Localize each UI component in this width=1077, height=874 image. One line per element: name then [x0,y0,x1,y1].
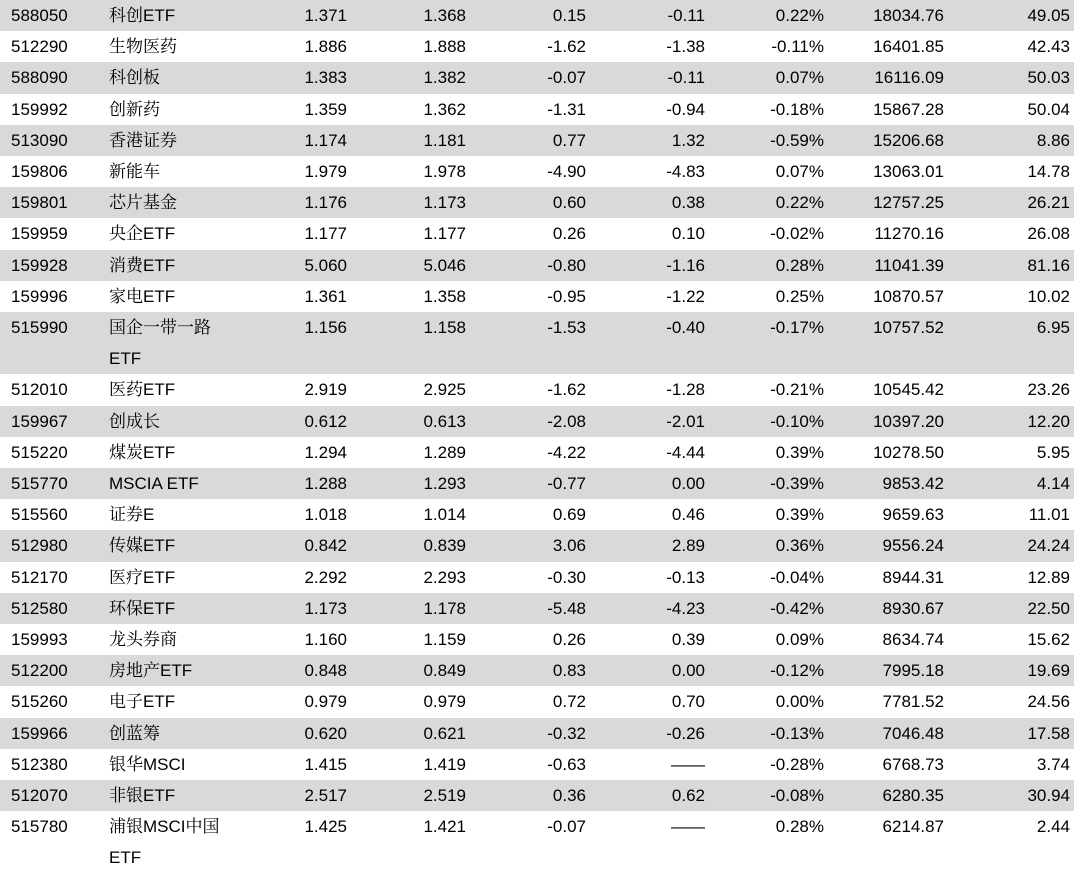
cell-value-3: -4.22 [547,442,586,462]
cell-value-7: 5.95 [1036,442,1070,462]
cell-value-3: 0.72 [552,692,586,712]
table-row [0,156,1074,187]
cell-value-6: 10278.50 [873,442,944,462]
cell-value-7: 14.78 [1027,162,1070,182]
cell-value-5: 0.09% [775,630,824,650]
cell-value-4: 0.62 [586,780,705,811]
cell-value-2: 1.014 [423,505,466,525]
cell-code: 159801 [0,187,109,218]
cell-code: 588050 [0,0,109,31]
cell-value-4: -0.11 [586,0,705,31]
cell-value-2: 0.613 [347,406,466,437]
cell-value-3: -1.62 [547,380,586,400]
cell-value-6: 6768.73 [882,754,944,774]
cell-name: 龙头券商 [109,630,177,650]
cell-value-5: -0.10% [705,406,824,437]
cell-code: 513090 [0,125,109,156]
cell-value-1: 1.176 [229,187,347,218]
cell-value-6: 10870.57 [873,286,944,306]
table-row [0,749,1074,780]
cell-value-6: 8930.67 [824,593,944,624]
cell-value-7: 26.21 [944,187,1074,218]
cell-value-2: 1.362 [423,99,466,119]
cell-value-6: 7046.48 [824,718,944,749]
cell-value-6: 7995.18 [824,655,944,686]
cell-code: 588090 [0,62,109,93]
cell-value-5: 0.07% [775,162,824,182]
cell-code: 512070 [0,780,109,811]
cell-value-5: 0.22% [705,0,824,31]
cell-value-4: -4.44 [666,442,705,462]
cell-code: 159928 [0,250,109,281]
cell-value-6: 18034.76 [824,0,944,31]
cell-value-4: -4.23 [586,593,705,624]
cell-value-6: 10757.52 [824,312,944,374]
cell-value-4: 1.32 [586,125,705,156]
table-row [0,0,1074,31]
cell-value-5: -0.21% [770,380,824,400]
cell-value-1: 1.361 [304,286,347,306]
table-row [0,94,1074,125]
table-row [0,780,1074,811]
cell-value-5: -0.17% [705,312,824,374]
cell-value-5: 0.39% [775,442,824,462]
cell-value-7: 8.86 [944,125,1074,156]
cell-value-2: 1.289 [423,442,466,462]
cell-value-5: -0.12% [705,655,824,686]
cell-value-5: -0.11% [771,37,824,57]
cell-value-3: 0.60 [466,187,586,218]
cell-value-2: 1.177 [423,224,466,244]
cell-value-6: 16116.09 [824,62,944,93]
cell-name: 芯片基金 [109,187,229,218]
cell-value-7: 10.02 [1027,286,1070,306]
cell-value-4: 0.70 [671,692,705,712]
cell-value-7: 30.94 [944,780,1074,811]
cell-code: 512170 [11,567,68,587]
cell-value-2: 1.181 [347,125,466,156]
cell-value-2: 1.421 [423,817,466,837]
cell-value-1: 1.173 [229,593,347,624]
cell-value-4: -2.01 [586,406,705,437]
cell-code: 159966 [0,718,109,749]
cell-value-4: -0.94 [666,99,705,119]
cell-value-6: 13063.01 [873,162,944,182]
cell-value-1: 1.359 [304,99,347,119]
cell-value-2: 1.293 [347,468,466,499]
cell-name [109,811,229,873]
cell-value-2: 2.519 [347,780,466,811]
cell-value-2: 0.839 [347,530,466,561]
cell-code: 512290 [11,37,68,57]
cell-name: 消费ETF [109,250,229,281]
cell-code: 512380 [11,754,68,774]
cell-value-3: -1.31 [547,99,586,119]
cell-value-4: —— [671,754,705,774]
cell-value-3: 0.77 [466,125,586,156]
cell-value-7: 17.58 [944,718,1074,749]
cell-value-3: 0.36 [466,780,586,811]
cell-value-2: 1.382 [347,62,466,93]
cell-value-5: -0.39% [705,468,824,499]
cell-value-2: 1.159 [423,630,466,650]
cell-value-5: -0.42% [705,593,824,624]
cell-value-7: 19.69 [944,655,1074,686]
cell-value-7: 12.89 [1027,567,1070,587]
cell-value-3: -0.80 [466,250,586,281]
cell-value-2: 0.849 [347,655,466,686]
table-row [0,125,1074,156]
cell-value-1: 1.294 [304,442,347,462]
cell-name: 房地产ETF [109,655,229,686]
cell-value-3: -2.08 [466,406,586,437]
cell-code: 159992 [11,99,68,119]
cell-name: 医药ETF [109,380,176,400]
table-row [0,62,1074,93]
cell-value-4: 0.10 [671,224,705,244]
cell-value-1: 1.156 [229,312,347,374]
cell-value-4: -4.83 [666,162,705,182]
cell-value-6: 9853.42 [824,468,944,499]
cell-value-5: 0.25% [775,286,824,306]
cell-name: 煤炭ETF [109,442,176,462]
cell-value-1: 2.292 [304,567,347,587]
table-row [0,686,1074,717]
cell-value-7: 24.56 [1027,692,1070,712]
cell-value-1: 0.848 [229,655,347,686]
cell-value-3: 0.69 [552,505,586,525]
cell-value-2: 2.293 [423,567,466,587]
cell-code: 159959 [11,224,68,244]
cell-value-7: 2.44 [1036,817,1070,837]
cell-value-3: -0.30 [547,567,586,587]
cell-value-4: -0.40 [586,312,705,374]
cell-value-4: 0.46 [671,505,705,525]
cell-value-1: 2.517 [229,780,347,811]
cell-value-3: -0.07 [547,817,586,837]
cell-code: 515770 [0,468,109,499]
cell-value-5: 0.39% [775,505,824,525]
table-row [0,468,1074,499]
cell-value-6: 9659.63 [882,505,944,525]
cell-value-5: 0.22% [705,187,824,218]
cell-code: 515260 [11,692,68,712]
cell-value-4: 0.39 [671,630,705,650]
table-row [0,624,1074,655]
cell-name: 非银ETF [109,780,229,811]
cell-code: 512200 [0,655,109,686]
cell-value-3: -0.95 [547,286,586,306]
cell-code: 512980 [0,530,109,561]
cell-value-7: 49.05 [944,0,1074,31]
cell-value-2: 1.358 [423,286,466,306]
cell-value-2: 1.368 [347,0,466,31]
cell-value-2: 1.158 [347,312,466,374]
cell-value-3: 0.83 [466,655,586,686]
cell-value-6: 7781.52 [882,692,944,712]
cell-value-1: 2.919 [304,380,347,400]
cell-value-6: 10545.42 [873,380,944,400]
cell-value-7: 23.26 [1027,380,1070,400]
cell-value-1: 1.886 [304,37,347,57]
cell-value-2: 0.979 [423,692,466,712]
cell-value-6: 6214.87 [882,817,944,837]
cell-value-1: 1.979 [304,162,347,182]
cell-name: 银华MSCI [109,754,186,774]
cell-value-7: 12.20 [944,406,1074,437]
cell-value-4: -1.38 [666,37,705,57]
cell-value-7: 11.01 [1028,505,1070,525]
cell-value-4: —— [671,817,705,837]
cell-value-4: 0.00 [586,655,705,686]
cell-value-4: 2.89 [586,530,705,561]
cell-value-6: 15867.28 [873,99,944,119]
cell-name: 家电ETF [109,286,176,306]
table-row [0,530,1074,561]
table-row [0,593,1074,624]
table-row [0,718,1074,749]
cell-value-3: 0.15 [466,0,586,31]
cell-value-3: -1.62 [547,37,586,57]
table-row [0,406,1074,437]
cell-code: 159806 [11,162,68,182]
cell-value-7: 3.74 [1036,754,1070,774]
cell-name: 创新药 [109,99,160,119]
cell-value-5: -0.04% [770,567,824,587]
cell-name: 环保ETF [109,593,229,624]
cell-value-4: 0.38 [586,187,705,218]
table-row [0,655,1074,686]
cell-value-4: -1.16 [586,250,705,281]
cell-code: 159967 [0,406,109,437]
cell-name: 央企ETF [109,224,176,244]
cell-value-2: 5.046 [347,250,466,281]
cell-value-1: 0.979 [304,692,347,712]
cell-name-text: 国企一带一路 ETF [109,318,211,369]
table-row [0,312,1074,374]
cell-value-1: 0.842 [229,530,347,561]
cell-value-2: 2.925 [423,380,466,400]
table-row [0,499,1074,530]
cell-value-3: -4.90 [547,162,586,182]
cell-value-7: 50.04 [1027,99,1070,119]
cell-value-6: 15206.68 [824,125,944,156]
cell-value-7: 15.62 [1027,630,1070,650]
cell-value-7: 81.16 [944,250,1074,281]
cell-value-1: 1.288 [229,468,347,499]
cell-value-4: -0.13 [666,567,705,587]
cell-value-5: 0.00% [775,692,824,712]
cell-value-1: 1.425 [304,817,347,837]
cell-value-2: 1.178 [347,593,466,624]
cell-value-6: 8634.74 [882,630,944,650]
cell-value-4: -1.28 [666,380,705,400]
cell-value-4: 0.00 [586,468,705,499]
cell-value-1: 1.177 [304,224,347,244]
cell-value-1: 0.620 [229,718,347,749]
cell-value-2: 1.173 [347,187,466,218]
cell-code: 159993 [11,630,68,650]
cell-value-3: -1.53 [466,312,586,374]
cell-name: 医疗ETF [109,567,176,587]
cell-name: MSCIA ETF [109,468,229,499]
cell-value-5: 0.28% [705,250,824,281]
cell-name: 证券E [109,505,155,525]
cell-value-6: 10397.20 [824,406,944,437]
cell-value-7: 50.03 [944,62,1074,93]
cell-value-4: -0.11 [586,62,705,93]
cell-name: 新能车 [109,162,160,182]
table-row [0,187,1074,218]
cell-value-2: 1.419 [423,754,466,774]
cell-name: 创成长 [109,406,229,437]
cell-code: 512010 [11,380,68,400]
cell-value-3: -0.77 [466,468,586,499]
table-row [0,281,1074,312]
cell-value-7: 6.95 [944,312,1074,374]
cell-code: 515780 [11,817,68,837]
table-row [0,250,1074,281]
cell-value-7: 24.24 [944,530,1074,561]
cell-name [109,312,229,374]
cell-value-5: -0.08% [705,780,824,811]
cell-name: 传媒ETF [109,530,229,561]
cell-value-5: 0.07% [705,62,824,93]
table-row [0,31,1074,62]
cell-value-5: -0.28% [770,754,824,774]
cell-value-6: 16401.85 [873,37,944,57]
cell-value-6: 8944.31 [882,567,944,587]
cell-value-3: 0.26 [552,224,586,244]
cell-value-6: 11270.16 [874,224,944,244]
table-row [0,562,1074,593]
cell-value-7: 22.50 [944,593,1074,624]
cell-value-7: 26.08 [1027,224,1070,244]
cell-value-1: 1.160 [304,630,347,650]
cell-code: 512580 [0,593,109,624]
cell-code: 515220 [11,442,68,462]
table-row [0,374,1074,405]
cell-value-2: 0.621 [347,718,466,749]
cell-value-5: -0.59% [705,125,824,156]
cell-name: 电子ETF [109,692,176,712]
cell-value-3: 3.06 [466,530,586,561]
cell-value-3: -0.07 [466,62,586,93]
cell-value-6: 6280.35 [824,780,944,811]
cell-value-3: -5.48 [466,593,586,624]
cell-value-5: -0.02% [770,224,824,244]
cell-value-6: 12757.25 [824,187,944,218]
cell-name-text: 浦银MSCI中国 ETF [109,817,220,868]
cell-value-3: -0.63 [547,754,586,774]
cell-value-4: -1.22 [666,286,705,306]
cell-value-7: 4.14 [944,468,1074,499]
cell-name: 科创ETF [109,0,229,31]
cell-value-1: 1.415 [304,754,347,774]
cell-value-2: 1.888 [423,37,466,57]
table-row [0,811,1074,873]
cell-value-6: 9556.24 [824,530,944,561]
table-row [0,437,1074,468]
cell-value-3: -0.32 [466,718,586,749]
cell-name: 香港证券 [109,125,229,156]
cell-value-1: 1.371 [229,0,347,31]
cell-value-1: 0.612 [229,406,347,437]
cell-name: 生物医药 [109,37,177,57]
cell-value-1: 5.060 [229,250,347,281]
cell-value-1: 1.383 [229,62,347,93]
cell-value-5: 0.28% [775,817,824,837]
cell-value-6: 11041.39 [824,250,944,281]
table-row [0,218,1074,249]
cell-value-4: -0.26 [586,718,705,749]
cell-name: 创蓝筹 [109,718,229,749]
cell-value-1: 1.018 [304,505,347,525]
cell-value-5: -0.18% [770,99,824,119]
cell-value-7: 42.43 [1027,37,1070,57]
cell-value-2: 1.978 [423,162,466,182]
cell-code: 159996 [11,286,68,306]
cell-value-5: -0.13% [705,718,824,749]
cell-code: 515560 [11,505,68,525]
cell-name: 科创板 [109,62,229,93]
cell-value-5: 0.36% [705,530,824,561]
cell-value-3: 0.26 [552,630,586,650]
cell-value-1: 1.174 [229,125,347,156]
cell-code: 515990 [0,312,109,374]
